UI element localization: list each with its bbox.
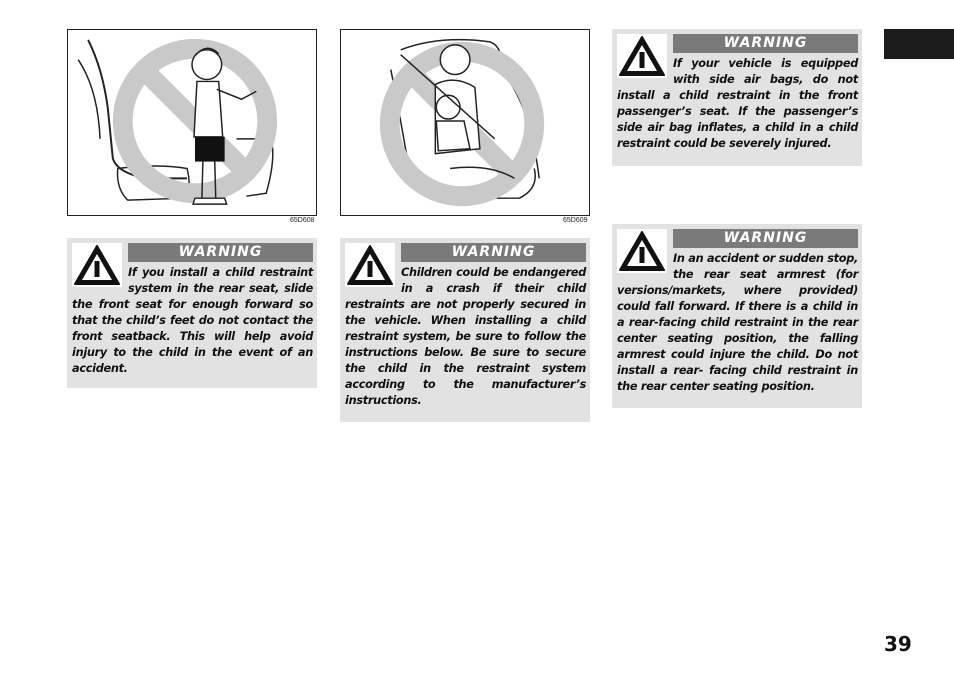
warning-title: WARNING (673, 34, 858, 53)
warning-text: If your vehicle is equipped with side air bags, do not install a child restraint in the front passenger’s seat. If the passenger’s side air bag inflates, a child in a child restraint could be severely injured. (617, 57, 858, 150)
warning-triangle-icon (345, 243, 395, 287)
warning-triangle-icon (72, 243, 122, 287)
section-tab-marker (884, 29, 954, 59)
warning-box-side-air-bags (612, 29, 862, 166)
prohibition-standing-child-illustration (68, 30, 316, 215)
warning-text: If you install a child restraint system in the rear seat, slide the front seat for enough forward so that the child’s feet do not contact the front seatback. This will help avoid injury to the child in the event of an accident. (72, 266, 313, 375)
warning-triangle-icon (617, 34, 667, 78)
figure-code: 65D608 (290, 217, 315, 224)
warning-text: Children could be endangered in a crash if their child restraints are not properly secured in the vehicle. When installing a child restraint system, be sure to follow the instructions below. Be sure to secure the child in the restraint system according to the manufacturer’s instructions. (345, 266, 586, 407)
warning-box-rear-armrest (612, 224, 862, 408)
prohibition-child-on-lap-illustration (341, 30, 589, 215)
warning-box-front-seat-position (67, 238, 317, 388)
warning-title: WARNING (401, 243, 586, 262)
warning-triangle-icon (617, 229, 667, 273)
figure-code: 65D609 (563, 217, 588, 224)
warning-title: WARNING (128, 243, 313, 262)
warning-box-secure-restraints (340, 238, 590, 422)
figure-child-on-lap (340, 29, 590, 216)
figure-standing-child (67, 29, 317, 216)
warning-title: WARNING (673, 229, 858, 248)
page-number: 39 (884, 632, 912, 656)
warning-text: In an accident or sudden stop, the rear seat armrest (for versions/markets, where provided) could fall forward. If there is a child in a rear-facing child restraint in the rear center seating position, the falling armrest could injure the child. Do not install a rear- facing child restraint in the rear center seating position. (617, 252, 858, 393)
